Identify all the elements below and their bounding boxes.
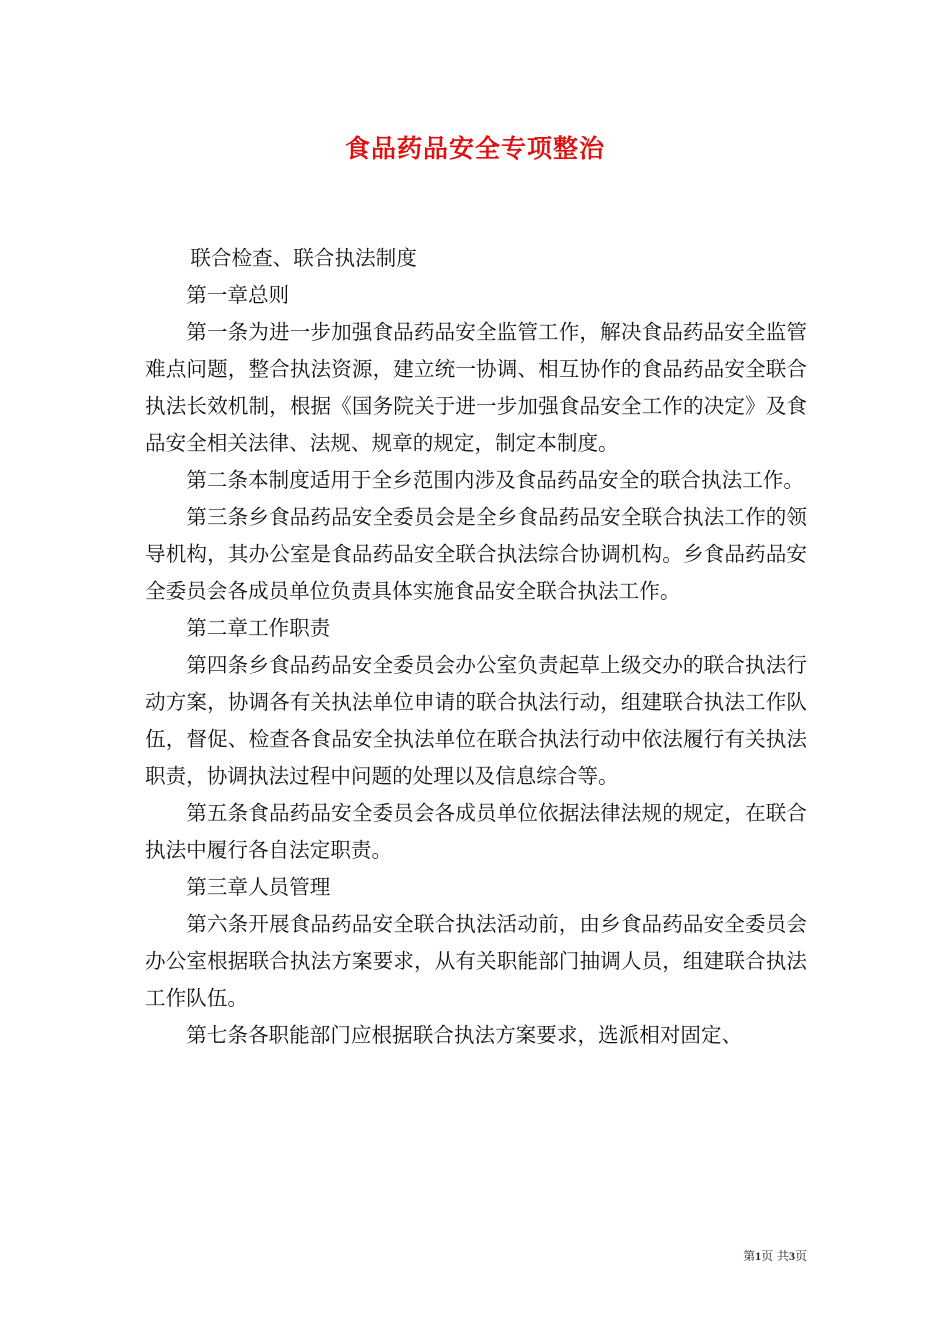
footer-suffix: 页 [794, 1249, 807, 1263]
paragraph-chapter-3: 第三章人员管理 [186, 875, 331, 899]
document-title: 食品药品安全专项整治 [344, 134, 605, 163]
paragraph-subtitle: 联合检查、联合执法制度 [190, 246, 417, 270]
paragraph-article-1: 第一条为进一步加强食品药品安全监管工作，解决食品药品安全监管难点问题，整合执法资源，建立统一协调、相互协作的食品药品安全联合执法长效机制，根据《国务院关于进一步加强食品安全工作的决定》及食品安全相关法律、法规、规章的规定，制定本制度。 [145, 320, 807, 455]
page-number-footer [743, 1248, 807, 1264]
paragraph-article-2: 第二条本制度适用于全乡范围内涉及食品药品安全的联合执法工作。 [186, 468, 804, 492]
paragraph-article-4: 第四条乡食品药品安全委员会办公室负责起草上级交办的联合执法行动方案，协调各有关执法单位申请的联合执法行动，组建联合执法工作队伍，督促、检查各食品安全执法单位在联合执法行动中依法履行有关执法职责，协调执法过程中问题的处理以及信息综合等。 [145, 653, 807, 788]
paragraph-article-3: 第三条乡食品药品安全委员会是全乡食品药品安全联合执法工作的领导机构，其办公室是食品药品安全联合执法综合协调机构。乡食品药品安全委员会各成员单位负责具体实施食品安全联合执法工作。 [145, 505, 807, 603]
footer-middle: 页 共 [761, 1249, 789, 1263]
paragraph-chapter-1: 第一章总则 [186, 283, 290, 307]
paragraph-article-6: 第六条开展食品药品安全联合执法活动前，由乡食品药品安全委员会办公室根据联合执法方案要求，从有关职能部门抽调人员，组建联合执法工作队伍。 [145, 912, 807, 1010]
document-body [145, 240, 807, 1054]
footer-current-page: 1 [755, 1249, 762, 1263]
paragraph-chapter-2: 第二章工作职责 [186, 616, 331, 640]
paragraph-article-5: 第五条食品药品安全委员会各成员单位依据法律法规的规定，在联合执法中履行各自法定职责。 [145, 801, 807, 862]
paragraph-article-7: 第七条各职能部门应根据联合执法方案要求，选派相对固定、 [186, 1023, 743, 1047]
footer-prefix: 第 [743, 1249, 756, 1263]
footer-total-pages: 3 [788, 1249, 795, 1263]
